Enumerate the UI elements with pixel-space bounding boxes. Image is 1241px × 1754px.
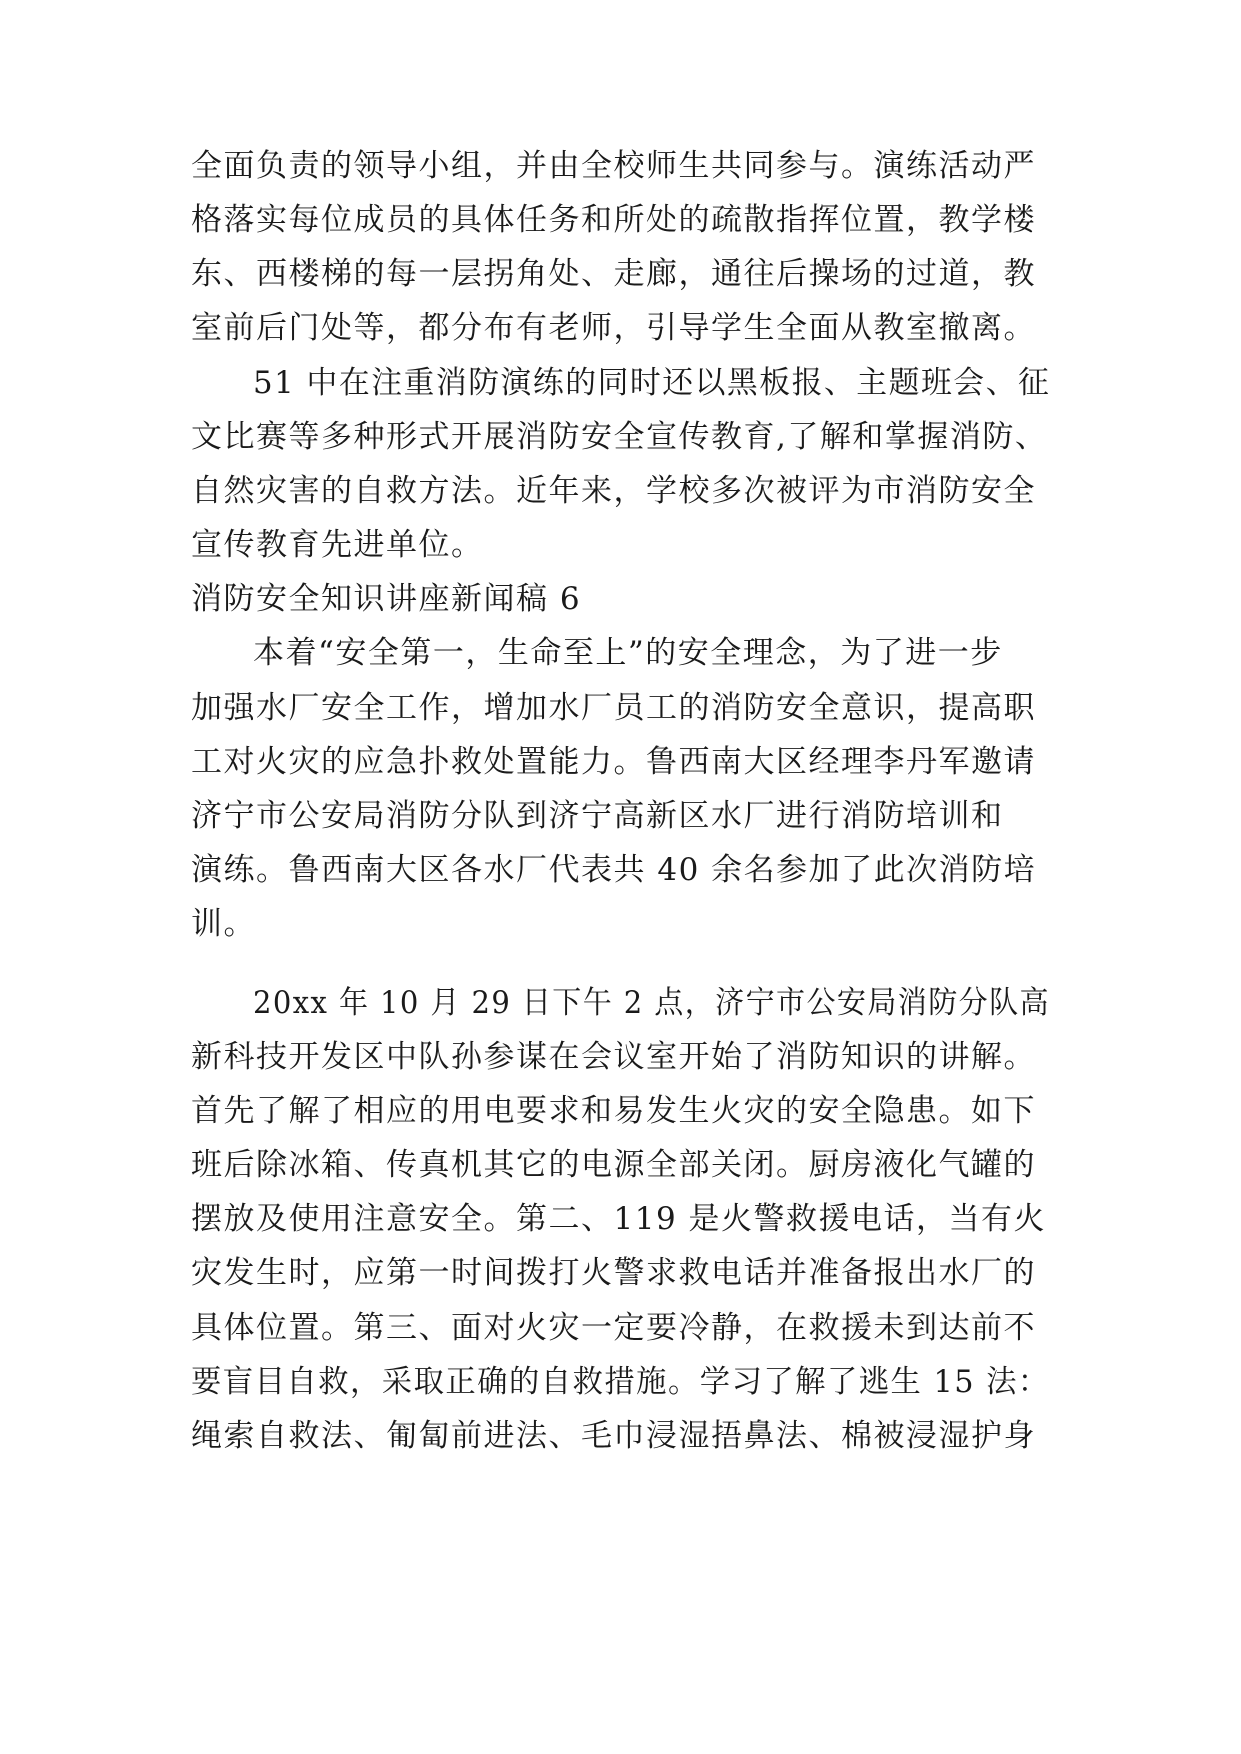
body-text-line: 工对火灾的应急扑救处置能力。鲁西南大区经理李丹军邀请	[191, 744, 1036, 780]
body-text-line: 济宁市公安局消防分队到济宁高新区水厂进行消防培训和	[191, 798, 1004, 834]
body-text-line: 室前后门处等，都分布有老师，引导学生全面从教室撤离。	[191, 310, 1036, 346]
section-heading: 消防安全知识讲座新闻稿 6	[191, 581, 582, 617]
body-text-line: 新科技开发区中队孙参谋在会议室开始了消防知识的讲解。	[191, 1039, 1036, 1075]
paragraph-first-line: 51 中在注重消防演练的同时还以黑板报、主题班会、征	[253, 365, 1051, 401]
body-text-line: 班后除冰箱、传真机其它的电源全部关闭。厨房液化气罐的	[191, 1147, 1036, 1183]
paragraph-first-line: 20xx 年 10 月 29 日下午 2 点，济宁市公安局消防分队高	[253, 985, 1050, 1021]
body-text-line: 自然灾害的自救方法。近年来，学校多次被评为市消防安全	[191, 473, 1036, 509]
body-text-line: 格落实每位成员的具体任务和所处的疏散指挥位置，教学楼	[191, 202, 1036, 238]
body-text-line: 全面负责的领导小组，并由全校师生共同参与。演练活动严	[191, 148, 1036, 184]
body-text-line: 要盲目自救，采取正确的自救措施。学习了解了逃生 15 法：	[191, 1364, 1050, 1400]
body-text-line: 具体位置。第三、面对火灾一定要冷静，在救援未到达前不	[191, 1310, 1036, 1346]
body-text-line: 摆放及使用注意安全。第二、119 是火警救援电话，当有火	[191, 1201, 1047, 1237]
paragraph-first-line: 本着“安全第一，生命至上”的安全理念，为了进一步	[253, 635, 1003, 671]
body-text-line: 加强水厂安全工作，增加水厂员工的消防安全意识，提高职	[191, 690, 1036, 726]
body-text-line: 首先了解了相应的用电要求和易发生火灾的安全隐患。如下	[191, 1093, 1036, 1129]
body-text-line: 文比赛等多种形式开展消防安全宣传教育,了解和掌握消防、	[191, 419, 1048, 455]
body-text-line: 绳索自救法、匍匐前进法、毛巾浸湿捂鼻法、棉被浸湿护身	[191, 1418, 1036, 1454]
body-text-line: 灾发生时，应第一时间拨打火警求救电话并准备报出水厂的	[191, 1255, 1036, 1291]
body-text-line: 东、西楼梯的每一层拐角处、走廊，通往后操场的过道，教	[191, 256, 1036, 292]
body-text-line: 训。	[191, 906, 256, 942]
body-text-line: 宣传教育先进单位。	[191, 527, 484, 563]
body-text-line: 演练。鲁西南大区各水厂代表共 40 余名参加了此次消防培	[191, 852, 1037, 888]
